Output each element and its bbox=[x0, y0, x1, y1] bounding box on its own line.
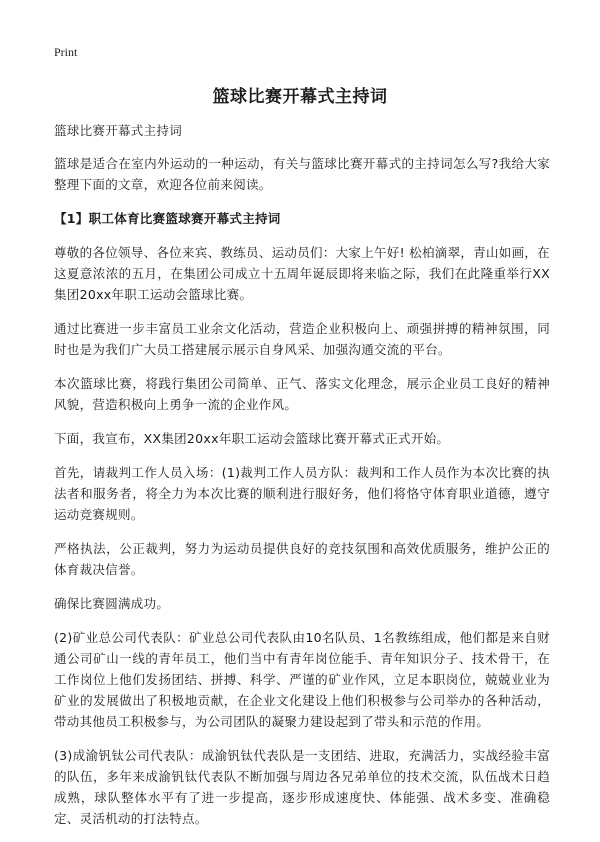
body-paragraph: 首先，请裁判工作人员入场：(1)裁判工作人员方队：裁判和工作人员作为本次比赛的执法者和服务者，将全力为本次比赛的顺利进行服好务，他们将恪守体育职业道德，遵守运动竞赛规则。 bbox=[54, 465, 550, 522]
intro-paragraph: 篮球是适合在室内外运动的一种运动，有关与篮球比赛开幕式的主持词怎么写?我给大家整理下面的文章，欢迎各位前来阅读。 bbox=[54, 156, 550, 192]
document-subtitle: 篮球比赛开幕式主持词 bbox=[54, 123, 183, 138]
body-paragraph: (2)矿业总公司代表队：矿业总公司代表队由10名队员、1名教练组成，他们都是来自财通公司矿山一线的青年员工，他们当中有青年岗位能手、青年知识分子、技术骨干，在工作岗位上他们发扬团结、拼搏、科学、严谨的矿业作风，立足本职岗位，兢兢业业为矿业的发展做出了积极地贡献，在企业文化建设上他们积极参与公司举办的各种活动，带动其他员工积极参与，为公司团队的凝聚力建设起到了带头和示范的作用。 bbox=[54, 630, 550, 729]
body-paragraph: 确保比赛圆满成功。 bbox=[54, 596, 170, 611]
body-paragraph: (3)成渝钒钛公司代表队：成渝钒钛代表队是一支团结、进取，充满活力，实战经验丰富的队伍，多年来成渝钒钛代表队不断加强与周边各兄弟单位的技术交流，队伍战术日趋成熟，球队整体水平有了进一步提高，逐步形成速度快、体能强、战术多变、准确稳定、灵活机动的打法特点。 bbox=[54, 748, 550, 826]
page-title: 篮球比赛开幕式主持词 bbox=[212, 87, 388, 107]
body-paragraph: 尊敬的各位领导、各位来宾、教练员、运动员们：大家上午好! 松柏滴翠，青山如画，在这夏意浓浓的五月，在集团公司成立十五周年诞辰即将来临之际，我们在此隆重举行XX集团20xx年职工运动会篮球比赛。 bbox=[54, 245, 550, 302]
document-body bbox=[54, 120, 550, 842]
body-paragraph: 下面，我宣布，XX集团20xx年职工运动会篮球比赛开幕式正式开始。 bbox=[54, 431, 450, 446]
body-paragraph: 严格执法，公正裁判，努力为运动员提供良好的竞技氛围和高效优质服务，维护公正的体育裁决信誉。 bbox=[54, 541, 550, 577]
body-paragraph: 本次篮球比赛，将践行集团公司简单、正气、落实文化理念，展示企业员工良好的精神风貌，营造积极向上勇争一流的企业作风。 bbox=[54, 376, 550, 412]
body-paragraph: 通过比赛进一步丰富员工业余文化活动，营造企业积极向上、顽强拼搏的精神氛围，同时也是为我们广大员工搭建展示展示自身风采、加强沟通交流的平台。 bbox=[54, 321, 550, 357]
section-heading: 【1】职工体育比赛篮球赛开幕式主持词 bbox=[54, 211, 281, 226]
print-link[interactable]: Print bbox=[54, 45, 78, 59]
